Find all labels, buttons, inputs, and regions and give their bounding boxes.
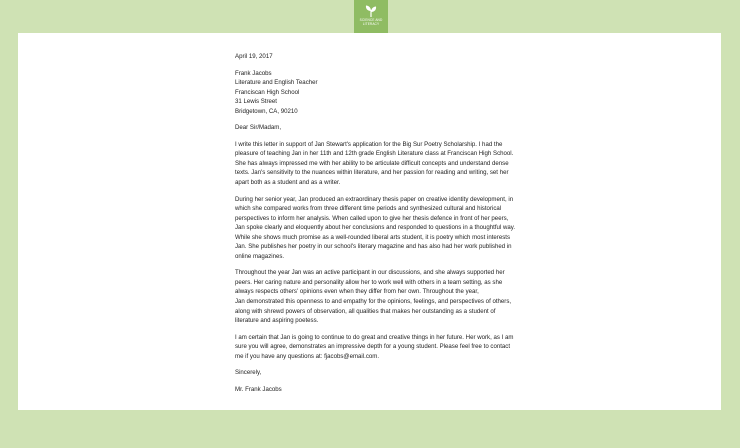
address-line: 31 Lewis Street bbox=[235, 98, 278, 106]
paragraph-line: apart both as a student and as a writer. bbox=[235, 179, 341, 187]
paragraph bbox=[235, 195, 535, 262]
paragraph-line: which she compared works from three different time periods and synthesized cultural and historical bbox=[235, 205, 502, 213]
logo-text bbox=[360, 19, 383, 26]
sender-address bbox=[235, 69, 535, 117]
paragraph-line: She has always impressed me with her ability to be articulate difficult concepts and understand dense bbox=[235, 159, 509, 167]
signature: Mr. Frank Jacobs bbox=[235, 385, 282, 393]
address-line: Franciscan High School bbox=[235, 88, 300, 96]
letter-date: April 19, 2017 bbox=[235, 53, 273, 60]
paragraph bbox=[235, 140, 535, 188]
letter-page bbox=[18, 33, 721, 410]
closing: Sincerely, bbox=[235, 369, 262, 377]
paragraph-line: perspectives to inform her analysis. When called upon to give her thesis defence in front of her peers, bbox=[235, 214, 509, 222]
paragraph-line: pleasure of teaching Jan in her 11th and 12th grade English Literature class at Franciscan High School. bbox=[235, 150, 514, 158]
paragraph-line: I write this letter in support of Jan Stewart's application for the Big Sur Poetry Scholarship. I had the bbox=[235, 140, 503, 148]
paragraph-line: peers. Her caring nature and personality allow her to work well with others in a team setting, as she bbox=[235, 278, 503, 286]
paragraph-line: Throughout the year Jan was an active participant in our discussions, and she always supported her bbox=[235, 269, 505, 277]
paragraph-line: along with shrewd powers of observation, all qualities that makes her outstanding as a student of bbox=[235, 307, 496, 315]
letter-body bbox=[235, 52, 535, 394]
paragraph-line: While she shows much promise as a well-rounded liberal arts student, it is poetry which most interests bbox=[235, 233, 511, 241]
paragraph bbox=[235, 268, 535, 325]
paragraph-line: me if you have any questions at: fjacobs@email.com. bbox=[235, 352, 380, 360]
paragraph-line: During her senior year, Jan produced an extraordinary thesis paper on creative identity development, in bbox=[235, 195, 514, 203]
paragraph-line: Jan spoke clearly and eloquently about her conclusions and responded to questions in a thoughtful way. bbox=[235, 224, 516, 232]
paragraph-line: sure you will agree, demonstrates an impressive depth for a young student. Please feel free to contact bbox=[235, 343, 511, 351]
paragraph bbox=[235, 333, 535, 362]
paragraph-line: Jan demonstrated this openness to and empathy for the opinions, feelings, and perspectives of others, bbox=[235, 298, 512, 306]
paragraph-line: online magazines. bbox=[235, 252, 285, 260]
address-line: Frank Jacobs bbox=[235, 69, 272, 77]
paragraph-line: Jan. She publishes her poetry in our school's literary magazine and has also had her work published in bbox=[235, 243, 512, 251]
site-logo[interactable] bbox=[354, 0, 388, 33]
paragraph-line: texts. Jan's sensitivity to the nuances within literature, and her passion for reading and writing, set her bbox=[235, 169, 509, 177]
address-line: Bridgetown, CA, 90210 bbox=[235, 107, 298, 115]
paragraph-line: always respects others' opinions even when they differ from her own. Throughout the year, bbox=[235, 288, 479, 296]
salutation: Dear Sir/Madam, bbox=[235, 124, 282, 132]
address-line: Literature and English Teacher bbox=[235, 79, 318, 87]
logo-text-line: LITERACY bbox=[362, 21, 380, 26]
leaf-icon bbox=[364, 4, 378, 18]
logo-text-line: SCIENCE AND bbox=[359, 18, 383, 22]
paragraph-line: literature and aspiring poetess. bbox=[235, 317, 319, 325]
paragraph-line: I am certain that Jan is going to continue to do great and creative things in her future. Her work, as I am bbox=[235, 333, 514, 341]
